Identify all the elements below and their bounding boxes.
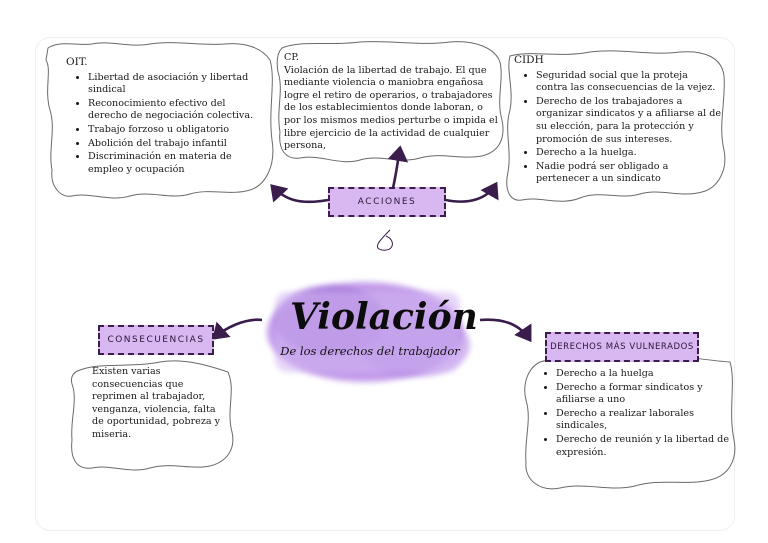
cidh-item: • Seguridad social que la proteja contra las consecuencias de la vejez. xyxy=(536,70,722,95)
consecuencias-node: Existen varias consecuencias que reprimen al trabajador, venganza, violencia, falta de oportunidad, pobreza y miseria. xyxy=(92,366,221,440)
derechos-item: • Derecho a formar sindicatos y afiliarse a uno xyxy=(556,382,732,407)
cidh-item: • Derecho a la huelga. xyxy=(536,147,722,160)
cp-node xyxy=(284,52,498,153)
oit-title: OIT. xyxy=(66,56,88,68)
cp-body: Violación de la libertad de trabajo. El que mediante violencia o maniobra engañosa logre el retiro de operarios, o trabajadores de los establecimientos donde laboran, o por los mismos medios perturbe o impida el libre ejercicio de la actividad de cualquier persona, xyxy=(284,64,498,152)
cidh-list xyxy=(514,70,722,186)
arrow-to-consecuencias xyxy=(214,320,262,338)
cidh-node xyxy=(514,54,722,187)
consecuencias-tag: CONSECUENCIAS xyxy=(98,325,214,355)
oit-list xyxy=(66,72,266,177)
cp-title: CP. xyxy=(284,52,299,63)
swirl-doodle xyxy=(377,230,392,250)
arrow-to-oit xyxy=(272,186,328,202)
derechos-item: • Derecho a la huelga xyxy=(556,368,732,381)
oit-node xyxy=(66,56,266,177)
oit-item: • Abolición del trabajo infantil xyxy=(88,138,266,151)
derechos-item: • Derecho de reunión y la libertad de expresión. xyxy=(556,434,732,459)
oit-item: • Libertad de asociación y libertad sindical xyxy=(88,72,266,97)
arrow-to-cp xyxy=(393,148,400,188)
oit-item: • Discriminación en materia de empleo y ocupación xyxy=(88,151,266,176)
arrow-to-cidh xyxy=(446,184,496,202)
derechos-tag: DERECHOS MÁS VULNERADOS xyxy=(545,332,699,362)
acciones-tag: ACCIONES xyxy=(328,187,446,217)
cidh-title: CIDH xyxy=(514,54,544,66)
arrow-to-derechos xyxy=(480,320,530,340)
oit-item: • Reconocimiento efectivo del derecho de negociación colectiva. xyxy=(88,98,266,123)
derechos-item: • Derecho a realizar laborales sindicales, xyxy=(556,408,732,433)
derechos-list xyxy=(534,368,732,459)
cidh-item: • Nadie podrá ser obligado a pertenecer a un sindicato xyxy=(536,161,722,186)
central-title: Violación xyxy=(290,296,478,338)
derechos-node xyxy=(534,368,732,460)
central-subtitle: De los derechos del trabajador xyxy=(280,344,460,358)
cidh-item: • Derecho de los trabajadores a organizar sindicatos y a afiliarse al de su elección, para la protección y promoción de sus intereses. xyxy=(536,96,722,146)
oit-item: • Trabajo forzoso u obligatorio xyxy=(88,124,266,137)
